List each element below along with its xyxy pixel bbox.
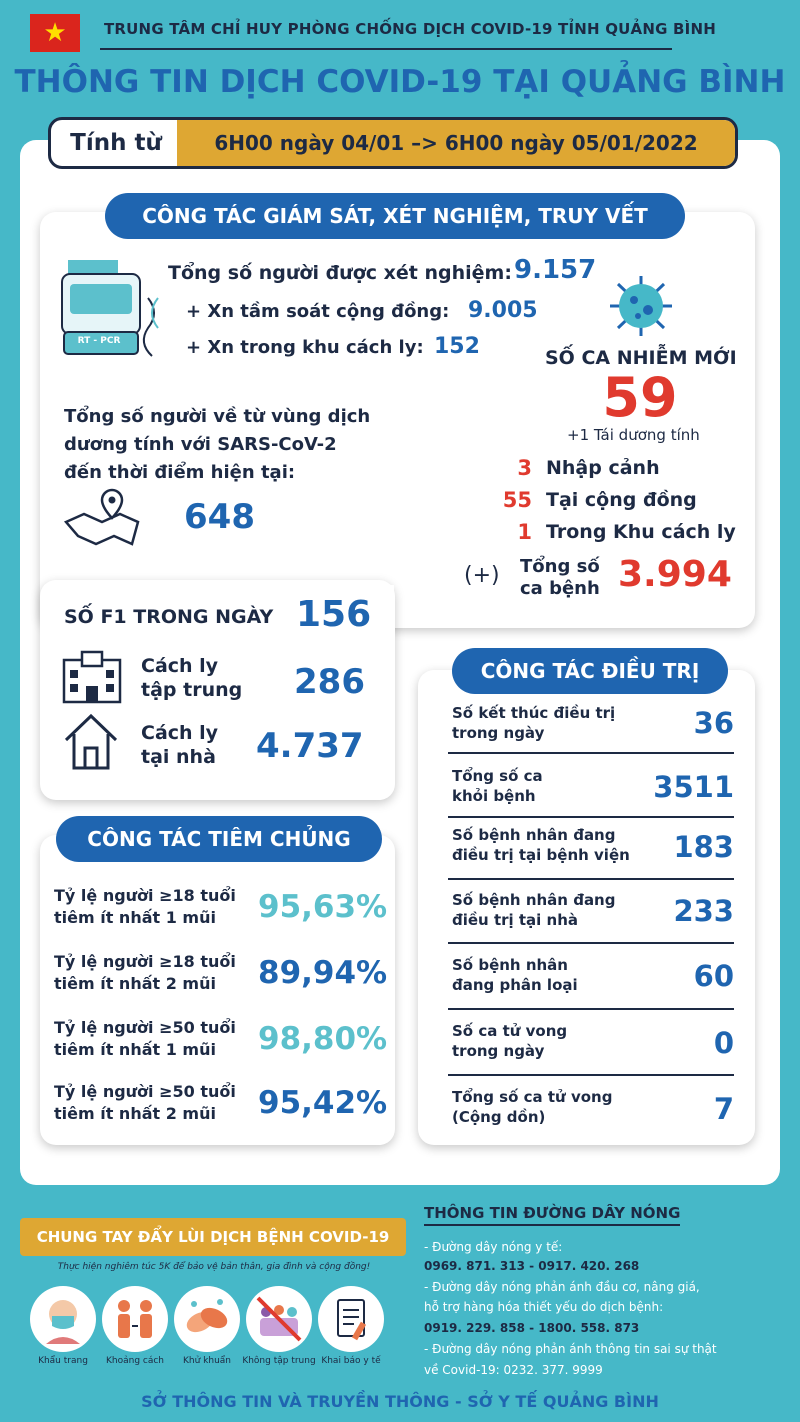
vacc-row-2-line-2: tiêm ít nhất 2 mũi	[54, 974, 216, 993]
treat-row-1-value: 36	[693, 706, 734, 740]
new-cases-note: +1 Tái dương tính	[567, 426, 700, 444]
import-cases-value: 3	[517, 456, 532, 480]
divider	[448, 816, 734, 818]
vacc-row-4-line-2: tiêm ít nhất 2 mũi	[54, 1104, 216, 1123]
hotline-line-7: về Covid-19: 0232. 377. 9999	[424, 1363, 603, 1377]
returnees-line-3: đến thời điểm hiện tại:	[64, 462, 296, 483]
hotline-line-6: - Đường dây nóng phản ánh thông tin sai sự thật	[424, 1342, 717, 1356]
icon-label-no-crowd: Không tập trung	[242, 1356, 316, 1366]
returnees-line-1: Tổng số người về từ vùng dịch	[64, 406, 371, 427]
treat-row-5-value: 60	[693, 959, 734, 993]
quarantine-building-icon	[62, 650, 122, 704]
icon-label-disinfect: Khử khuẩn	[182, 1356, 231, 1366]
returnees-line-2: dương tính với SARS-CoV-2	[64, 434, 337, 455]
vacc-row-3-line-1: Tỷ lệ người ≥50 tuổi	[54, 1018, 236, 1037]
vacc-row-3-line-2: tiêm ít nhất 1 mũi	[54, 1040, 216, 1059]
new-cases-value: 59	[602, 366, 678, 429]
new-cases-label: SỐ CA NHIỄM MỚI	[545, 347, 737, 369]
organization-name: TRUNG TÂM CHỈ HUY PHÒNG CHỐNG DỊCH COVID-19 TỈNH QUẢNG BÌNH	[104, 20, 716, 38]
treat-row-4-line-2: điều trị tại nhà	[452, 911, 579, 929]
hotline-line-3: - Đường dây nóng phản ánh đầu cơ, nâng giá,	[424, 1280, 700, 1294]
hotline-line-5: 0919. 229. 858 - 1800. 558. 873	[424, 1321, 640, 1335]
map-pin-icon	[62, 486, 142, 546]
divider	[448, 1008, 734, 1010]
central-quarantine-label-1: Cách ly	[141, 655, 219, 677]
hotline-line-1: - Đường dây nóng y tế:	[424, 1240, 563, 1254]
tested-value: 9.157	[514, 255, 597, 285]
quarantine-test-value: 152	[434, 334, 480, 359]
distance-icon	[102, 1286, 168, 1352]
vacc-row-4-value: 95,42%	[258, 1085, 388, 1121]
treat-row-2-line-2: khỏi bệnh	[452, 787, 536, 805]
vacc-row-4-line-1: Tỷ lệ người ≥50 tuổi	[54, 1082, 236, 1101]
icon-label-distance: Khoảng cách	[105, 1356, 165, 1366]
home-quarantine-label-1: Cách ly	[141, 722, 219, 744]
icon-label-declaration: Khai báo y tế	[321, 1356, 381, 1366]
total-cases-label-1: Tổng số	[520, 556, 600, 577]
bottom-credit: SỞ THÔNG TIN VÀ TRUYỀN THÔNG - SỞ Y TẾ QUẢNG BÌNH	[141, 1392, 659, 1411]
vacc-row-2-value: 89,94%	[258, 955, 388, 991]
vaccination-heading: CÔNG TÁC TIÊM CHỦNG	[56, 816, 382, 862]
divider	[448, 878, 734, 880]
treat-row-7-line-2: (Cộng dồn)	[452, 1108, 546, 1126]
divider	[100, 48, 672, 50]
treat-row-2-line-1: Tổng số ca	[452, 767, 543, 785]
f1-value: 156	[296, 594, 372, 635]
divider	[448, 942, 734, 944]
treat-row-6-line-2: trong ngày	[452, 1042, 545, 1060]
community-test-label: + Xn tầm soát cộng đồng:	[186, 301, 450, 322]
treat-row-5-line-1: Số bệnh nhân	[452, 956, 568, 974]
health-declaration-icon	[318, 1286, 384, 1352]
vacc-row-2-line-1: Tỷ lệ người ≥18 tuổi	[54, 952, 236, 971]
treat-row-1-line-2: trong ngày	[452, 724, 545, 742]
virus-icon	[600, 272, 682, 340]
treat-row-1-line-1: Số kết thúc điều trị	[452, 704, 616, 722]
treat-row-7-line-1: Tổng số ca tử vong	[452, 1088, 613, 1106]
community-cases-label: Tại cộng đồng	[546, 489, 697, 511]
treat-row-3-line-1: Số bệnh nhân đang	[452, 826, 616, 844]
divider	[448, 752, 734, 754]
treat-row-4-line-1: Số bệnh nhân đang	[452, 891, 616, 909]
quarantine-test-label: + Xn trong khu cách ly:	[186, 337, 424, 358]
quarantine-cases-label: Trong Khu cách ly	[546, 521, 736, 543]
treat-row-3-value: 183	[673, 830, 734, 864]
total-cases-value: 3.994	[618, 554, 732, 595]
treat-row-7-value: 7	[713, 1092, 734, 1126]
campaign-subtitle: Thực hiện nghiêm túc 5K để bảo vệ bản thân, gia đình và cộng đồng!	[57, 1262, 371, 1272]
returnees-value: 648	[184, 497, 255, 537]
vacc-row-1-value: 95,63%	[258, 889, 388, 925]
treat-row-6-line-1: Số ca tử vong	[452, 1022, 568, 1040]
treat-row-2-value: 3511	[653, 770, 734, 804]
face-mask-icon	[30, 1286, 96, 1352]
divider	[448, 1074, 734, 1076]
community-test-value: 9.005	[468, 298, 538, 323]
home-quarantine-label-2: tại nhà	[141, 746, 216, 768]
treat-row-3-line-2: điều trị tại bệnh viện	[452, 846, 630, 864]
house-icon	[62, 712, 120, 772]
plus-symbol: (+)	[464, 563, 500, 588]
quarantine-cases-value: 1	[517, 520, 532, 544]
hotline-line-4: hỗ trợ hàng hóa thiết yếu do dịch bệnh:	[424, 1300, 664, 1314]
treat-row-5-line-2: đang phân loại	[452, 976, 578, 994]
home-quarantine-value: 4.737	[256, 726, 364, 766]
tested-label: Tổng số người được xét nghiệm:	[168, 262, 512, 284]
import-cases-label: Nhập cảnh	[546, 457, 660, 479]
handwash-icon	[174, 1286, 240, 1352]
community-cases-value: 55	[502, 488, 532, 512]
page-title: THÔNG TIN DỊCH COVID-19 TẠI QUẢNG BÌNH	[14, 64, 786, 100]
central-quarantine-value: 286	[294, 662, 365, 702]
f1-label: SỐ F1 TRONG NGÀY	[64, 606, 274, 628]
pcr-machine-label: RT - PCR	[77, 336, 121, 346]
hotline-line-2: 0969. 871. 313 - 0917. 420. 268	[424, 1259, 640, 1273]
vacc-row-1-line-1: Tỷ lệ người ≥18 tuổi	[54, 886, 236, 905]
surveillance-heading: CÔNG TÁC GIÁM SÁT, XÉT NGHIỆM, TRUY VẾT	[105, 193, 685, 239]
date-range-bar	[48, 117, 738, 169]
icon-label-mask: Khẩu trang	[38, 1356, 88, 1366]
vacc-row-1-line-2: tiêm ít nhất 1 mũi	[54, 908, 216, 927]
total-cases-label-2: ca bệnh	[520, 578, 600, 599]
treatment-heading: CÔNG TÁC ĐIỀU TRỊ	[452, 648, 728, 694]
date-range-value: 6H00 ngày 04/01 –> 6H00 ngày 05/01/2022	[177, 120, 735, 166]
campaign-banner: CHUNG TAY ĐẨY LÙI DỊCH BỆNH COVID-19	[20, 1218, 406, 1256]
treat-row-6-value: 0	[713, 1026, 734, 1060]
date-range-label: Tính từ	[70, 130, 162, 156]
central-quarantine-label-2: tập trung	[141, 679, 243, 701]
hotline-title: THÔNG TIN ĐƯỜNG DÂY NÓNG	[424, 1204, 680, 1226]
no-crowd-icon	[246, 1286, 312, 1352]
treat-row-4-value: 233	[673, 894, 734, 928]
vacc-row-3-value: 98,80%	[258, 1021, 388, 1057]
vietnam-flag-icon: ★	[30, 14, 80, 52]
